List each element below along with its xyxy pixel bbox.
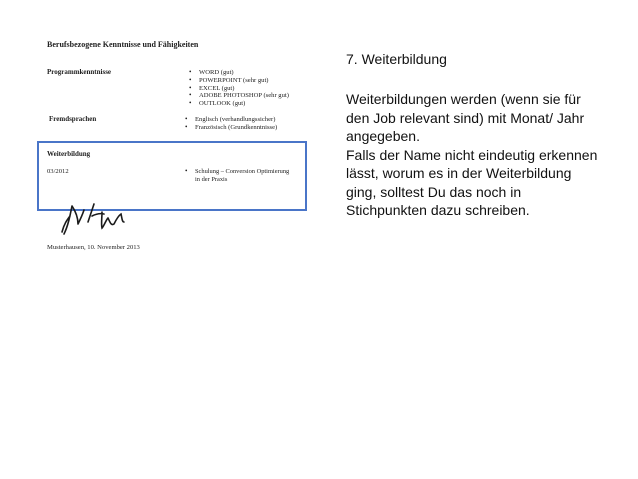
training-item-text: Schulung – Conversion Optimierung in der Praxis (195, 168, 290, 183)
signature-icon (58, 198, 132, 238)
training-item (185, 168, 325, 183)
explanation-heading: 7. Weiterbildung (346, 51, 447, 67)
explanation-line: Weiterbildungen werden (wenn sie für (346, 91, 581, 107)
explanation-line: angegeben. (346, 128, 420, 144)
list-item: • ADOBE PHOTOSHOP (sehr gut) (189, 92, 289, 100)
explanation-line: ging, solltest Du das noch in (346, 183, 522, 200)
program-label: Programmkenntnisse (47, 68, 112, 76)
explanation-line: Falls der Name nicht eindeutig erkennen (346, 146, 598, 163)
list-item: • WORD (gut) (189, 69, 289, 77)
list-item: • POWERPOINT (sehr gut) (189, 77, 289, 85)
explanation-body (346, 90, 636, 220)
training-date: 03/2012 (47, 168, 69, 175)
explanation-line: den Job relevant sind) mit Monat/ Jahr (346, 109, 585, 126)
languages-label: Fremdsprachen (49, 115, 97, 123)
bullet-icon: • (185, 167, 188, 175)
program-list (189, 69, 289, 108)
list-item: • EXCEL (gut) (189, 85, 289, 93)
list-item: • OUTLOOK (gut) (189, 100, 289, 108)
list-item: • Englisch (verhandlungssicher) (185, 116, 277, 124)
list-item: • Französisch (Grundkenntnisse) (185, 124, 277, 132)
explanation-line: lässt, worum es in der Weiterbildung (346, 165, 572, 181)
training-label: Weiterbildung (47, 150, 91, 158)
place-date: Musterhausen, 10. November 2013 (47, 244, 140, 251)
explanation-line: Stichpunkten dazu schreiben. (346, 202, 530, 218)
section-title: Berufsbezogene Kenntnisse und Fähigkeiten (47, 40, 199, 49)
languages-list (185, 116, 277, 132)
